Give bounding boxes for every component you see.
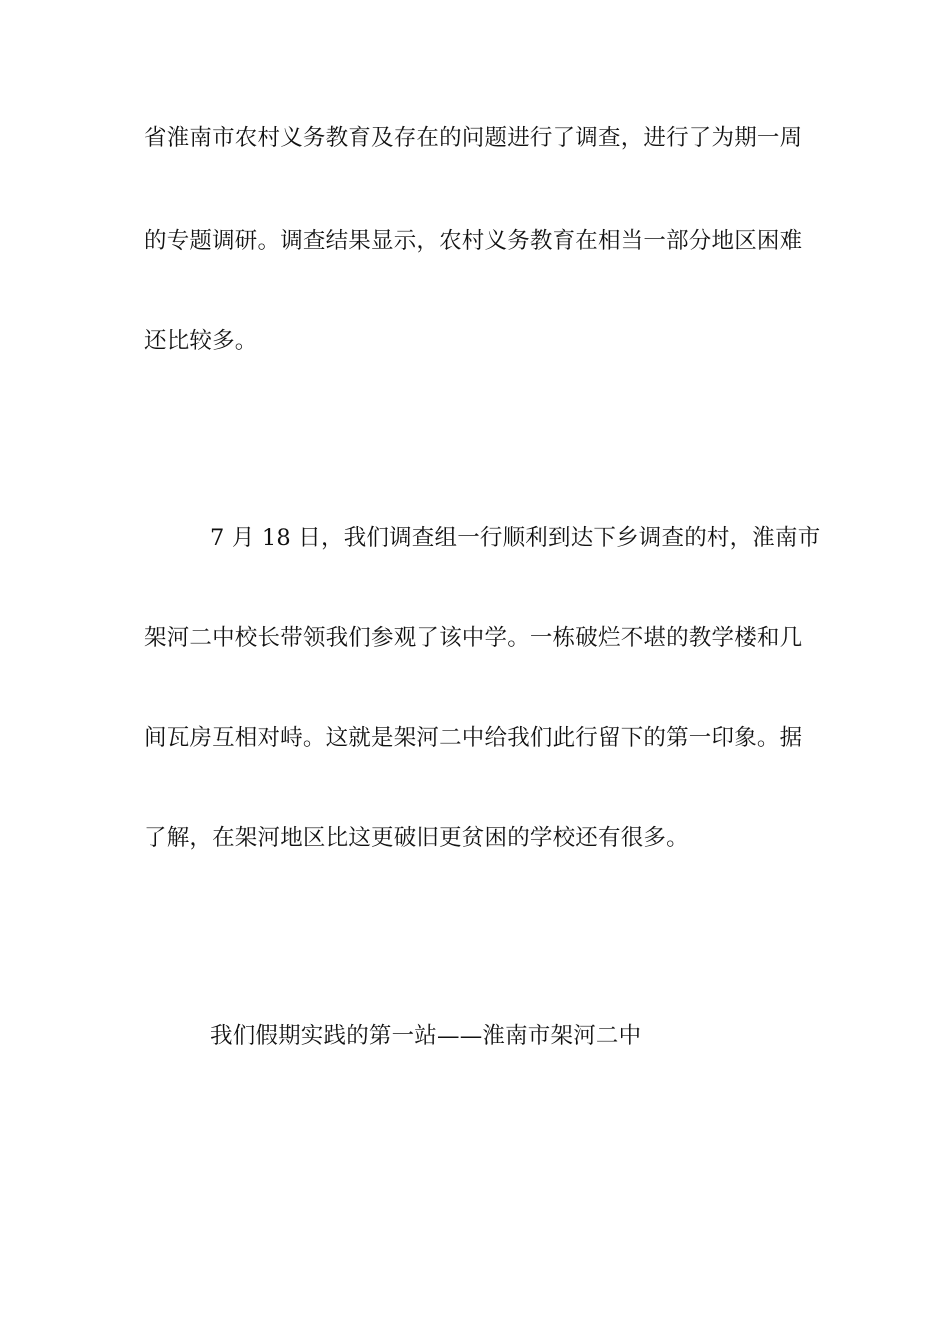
paragraph-line: 架河二中校长带领我们参观了该中学。一栋破烂不堪的教学楼和几 [144,625,803,651]
paragraph-line: 了解，在架河地区比这更破旧更贫困的学校还有很多。 [144,825,689,851]
paragraph-line: 我们假期实践的第一站——淮南市架河二中 [210,1023,642,1049]
paragraph-line: 间瓦房互相对峙。这就是架河二中给我们此行留下的第一印象。据 [144,725,803,751]
paragraph-line: 7 月 18 日，我们调查组一行顺利到达下乡调查的村，淮南市 [210,525,821,551]
paragraph-line: 省淮南市农村义务教育及存在的问题进行了调查，进行了为期一周 [144,125,803,151]
paragraph-line: 的专题调研。调查结果显示，农村义务教育在相当一部分地区困难 [144,228,803,254]
paragraph-line: 还比较多。 [144,328,258,354]
